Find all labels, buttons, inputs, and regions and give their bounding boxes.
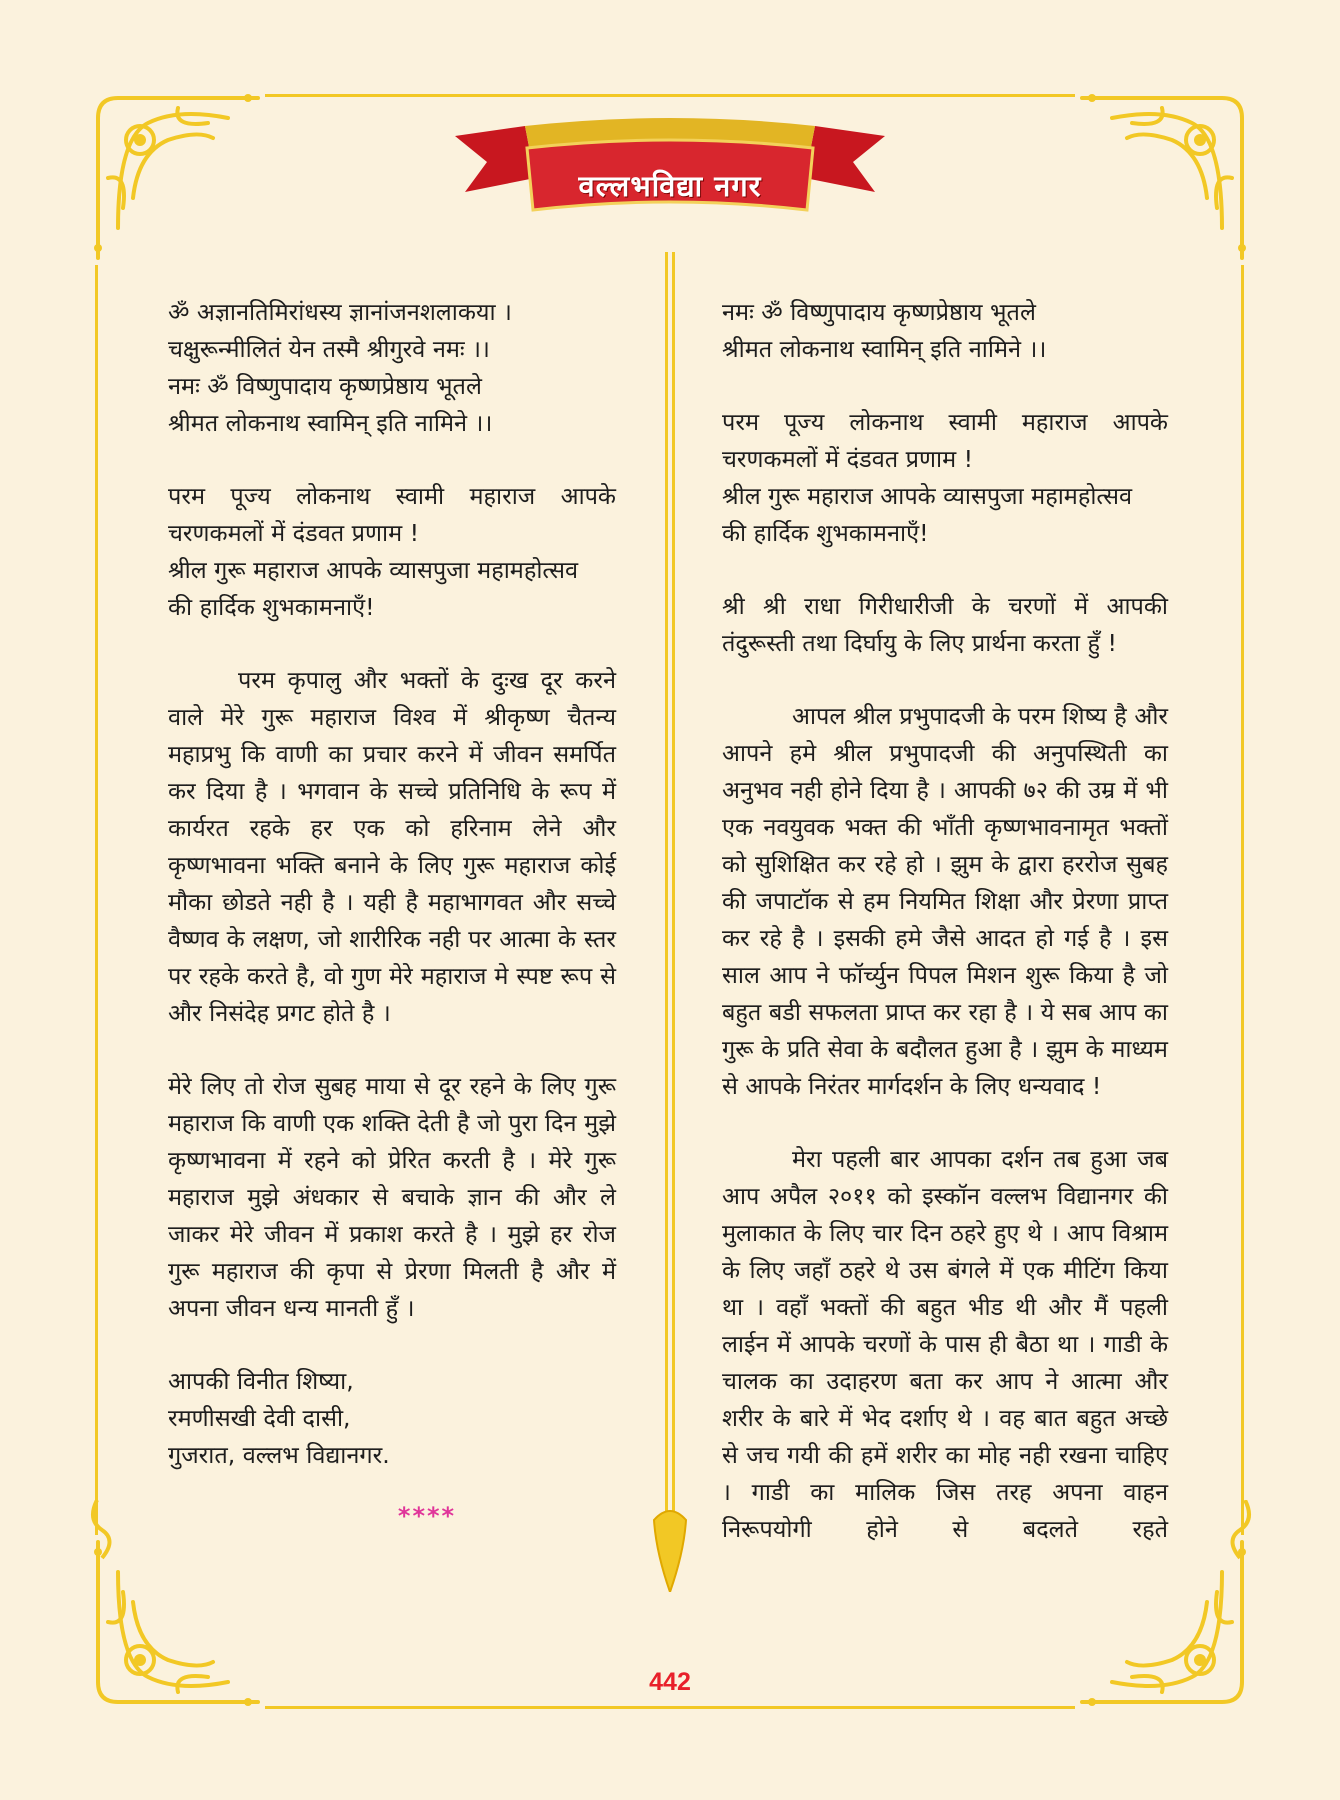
greeting-line: परम पूज्य लोकनाथ स्वामी महाराज आपके <box>168 482 616 510</box>
prayer-line: श्री श्री राधा गिरीधारीजी के चरणों में आपकी <box>722 592 1168 620</box>
frame-right-line <box>1241 265 1244 1535</box>
right-flourish <box>1220 1500 1260 1560</box>
left-greeting <box>168 478 616 626</box>
column-divider <box>640 252 700 1592</box>
signature-line: गुजरात, वल्लभ विद्यानगर. <box>168 1441 390 1469</box>
prayer-line: तंदुरूस्ती तथा दिर्घायु के लिए प्रार्थना करता हुँ ! <box>722 629 1117 657</box>
right-body-2 <box>722 1141 1168 1548</box>
verse-line: श्रीमत लोकनाथ स्वामिन् इति नामिने ।। <box>168 409 493 437</box>
left-body-2 <box>168 1068 616 1327</box>
body-paragraph: आपल श्रील प्रभुपादजी के परम शिष्य है और आपने हमे श्रील प्रभुपादजी की अनुपस्थिती का अनुभव नही होने दिया है । आपकी ७२ की उम्र में भी एक नवयुवक भक्त की भाँती कृष्णभावनामृत भक्तों को सुशिक्षित कर रहे हो । झुम के द्वारा हररोज सुबह की जपाटॉक से हम नियमित शिक्षा और प्रेरणा प्राप्त कर रहे है । इसकी हमे जैसे आदत हो गई है । इस साल आप ने फॉर्च्युन पिपल मिशन शुरू किया है जो बहुत बडी सफलता प्राप्त कर रहा है । ये सब आप का गुरू के प्रति सेवा के बदौलत हुआ है । झुम के माध्यम से आपके निरंतर मार्गदर्शन के लिए धन्यवाद ! <box>722 702 1168 1100</box>
frame-bottom-line <box>265 1706 1075 1709</box>
verse-line: श्रीमत लोकनाथ स्वामिन् इति नामिने ।। <box>722 335 1047 363</box>
corner-ornament-top-right <box>1062 78 1262 278</box>
title-banner <box>455 118 885 228</box>
greeting-line: श्रील गुरू महाराज आपके व्यासपुजा महामहोत्सव <box>722 482 1133 510</box>
banner-title: वल्लभविद्या नगर <box>578 169 762 203</box>
frame-top-line <box>265 94 1075 97</box>
left-column <box>168 294 616 1535</box>
greeting-line: चरणकमलों में दंडवत प्रणाम ! <box>722 445 974 473</box>
verse-line: नमः ॐ विष्णुपादाय कृष्णप्रेष्ठाय भूतले <box>722 298 1036 326</box>
verse-line: चक्षुरून्मीलितं येन तस्मै श्रीगुरवे नमः ।। <box>168 335 490 363</box>
frame-left-line <box>95 265 98 1535</box>
left-body <box>168 662 616 1032</box>
greeting-line: की हार्दिक शुभकामनाएँ! <box>722 519 929 547</box>
right-column <box>722 294 1168 1548</box>
corner-ornament-top-left <box>78 78 278 278</box>
greeting-line: परम पूज्य लोकनाथ स्वामी महाराज आपके <box>722 408 1168 436</box>
body-paragraph: परम कृपालु और भक्तों के दुःख दूर करने वाले मेरे गुरू महाराज विश्व में श्रीकृष्ण चैतन्य महाप्रभु कि वाणी का प्रचार करने में जीवन समर्पित कर दिया है । भगवान के सच्चे प्रतिनिधि के रूप में कार्यरत रहके हर एक को हरिनाम लेने और कृष्णभावना भक्ति बनाने के लिए गुरू महाराज कोई मौका छोडते नही है । यही है महाभागवत और सच्चे वैष्णव के लक्षण, जो शारीरिक नही पर आत्मा के स्तर पर रहके करते है, वो गुण मेरे महाराज मे स्पष्ट रूप से और निसंदेह प्रगट होते है । <box>168 666 616 1027</box>
greeting-line: की हार्दिक शुभकामनाएँ! <box>168 593 375 621</box>
signature-line: आपकी विनीत शिष्या, <box>168 1367 354 1395</box>
body-paragraph: मेरे लिए तो रोज सुबह माया से दूर रहने के लिए गुरू महाराज कि वाणी एक शक्ति देती है जो पुरा दिन मुझे कृष्णभावना में रहने को प्रेरित करती है । मेरे गुरू महाराज मुझे अंधकार से बचाके ज्ञान की और ले जाकर मेरे जीवन में प्रकाश करते है । मुझे हर रोज गुरू महाराज की कृपा से प्रेरणा मिलती है और में अपना जीवन धन्य मानती हुँ । <box>168 1072 616 1322</box>
page-number: 442 <box>649 1668 691 1696</box>
right-verse <box>722 294 1168 368</box>
signature-line: रमणीसखी देवी दासी, <box>168 1404 351 1432</box>
signature-block <box>168 1363 616 1474</box>
verse-line: नमः ॐ विष्णुपादाय कृष्णप्रेष्ठाय भूतले <box>168 372 482 400</box>
greeting-line: श्रील गुरू महाराज आपके व्यासपुजा महामहोत्सव <box>168 556 579 584</box>
right-greeting <box>722 404 1168 552</box>
right-prayer <box>722 588 1168 662</box>
greeting-line: चरणकमलों में दंडवत प्रणाम ! <box>168 519 420 547</box>
right-body <box>722 698 1168 1105</box>
end-stars: **** <box>397 1502 457 1530</box>
body-paragraph: मेरा पहली बार आपका दर्शन तब हुआ जब आप अपैल २०११ को इस्कॉन वल्लभ विद्यानगर की मुलाकात के लिए चार दिन ठहरे हुए थे । आप विश्राम के लिए जहाँ ठहरे थे उस बंगले में एक मीटिंग किया था । वहाँ भक्तों की बहुत भीड थी और मैं पहली लाईन में आपके चरणों के पास ही बैठा था । गाडी के चालक का उदाहरण बता कर आप ने आत्मा और शरीर के बारे में भेद दर्शाए थे । वह बात बहुत अच्छे से जच गयी की हमें शरीर का मोह नही रखना चाहिए । गाडी का मालिक जिस तरह अपना वाहन निरूपयोगी होने से बदलते रहते <box>722 1145 1168 1543</box>
verse-line: ॐ अज्ञानतिमिरांधस्य ज्ञानांजनशलाकया । <box>168 298 512 326</box>
left-flourish <box>82 1500 122 1560</box>
left-verse <box>168 294 616 442</box>
